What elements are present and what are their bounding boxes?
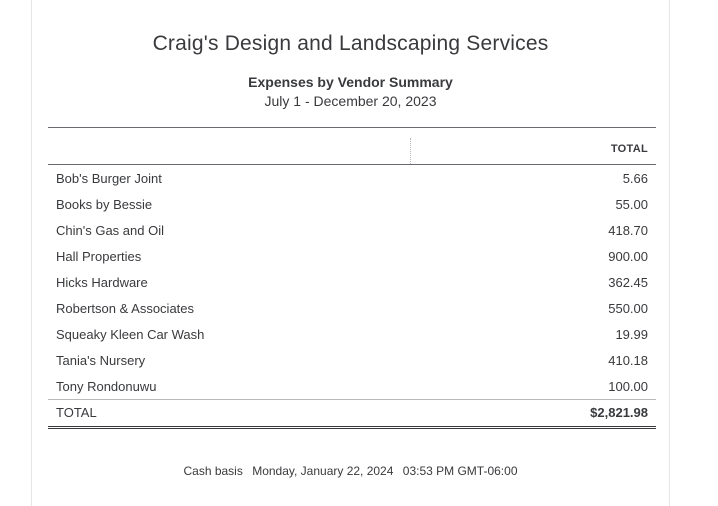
vendor-name[interactable]: Tania's Nursery — [56, 353, 146, 368]
table-header — [48, 128, 656, 165]
report-period: July 1 - December 20, 2023 — [264, 93, 437, 109]
report-page — [31, 0, 670, 506]
grand-total-amount[interactable]: $2,821.98 — [590, 405, 648, 420]
table-row — [48, 347, 656, 373]
table-body — [48, 165, 656, 399]
vendor-total[interactable]: 550.00 — [608, 301, 648, 316]
vendor-total[interactable]: 100.00 — [608, 379, 648, 394]
report-table — [48, 127, 656, 429]
vendor-total[interactable]: 418.70 — [608, 223, 648, 238]
vendor-name[interactable]: Chin's Gas and Oil — [56, 223, 164, 238]
double-underline — [48, 426, 656, 429]
accounting-basis: Cash basis — [183, 464, 243, 478]
table-row — [48, 295, 656, 321]
column-divider — [410, 138, 411, 164]
report-title: Expenses by Vendor Summary — [248, 74, 453, 90]
vendor-name[interactable]: Books by Bessie — [56, 197, 153, 212]
table-row — [48, 217, 656, 243]
vendor-total[interactable]: 5.66 — [622, 171, 648, 186]
grand-total-row — [48, 399, 656, 426]
vendor-total[interactable]: 410.18 — [608, 353, 648, 368]
table-row — [48, 321, 656, 347]
report-date: Monday, January 22, 2024 — [252, 464, 394, 478]
table-row — [48, 373, 656, 399]
report-footer — [32, 464, 669, 478]
table-row — [48, 191, 656, 217]
vendor-total[interactable]: 362.45 — [608, 275, 648, 290]
company-name: Craig's Design and Landscaping Services — [152, 32, 549, 55]
table-row — [48, 269, 656, 295]
vendor-name[interactable]: Hicks Hardware — [56, 275, 148, 290]
vendor-total[interactable]: 19.99 — [615, 327, 648, 342]
vendor-total[interactable]: 55.00 — [615, 197, 648, 212]
vendor-name[interactable]: Squeaky Kleen Car Wash — [56, 327, 205, 342]
report-time: 03:53 PM GMT-06:00 — [402, 464, 518, 478]
table-row — [48, 243, 656, 269]
vendor-name[interactable]: Bob's Burger Joint — [56, 171, 162, 186]
vendor-name[interactable]: Hall Properties — [56, 249, 142, 264]
table-row — [48, 165, 656, 191]
total-column-header[interactable]: TOTAL — [610, 143, 648, 155]
vendor-name[interactable]: Robertson & Associates — [56, 301, 195, 316]
vendor-total[interactable]: 900.00 — [608, 249, 648, 264]
vendor-name[interactable]: Tony Rondonuwu — [56, 379, 157, 394]
grand-total-label: TOTAL — [56, 405, 97, 420]
